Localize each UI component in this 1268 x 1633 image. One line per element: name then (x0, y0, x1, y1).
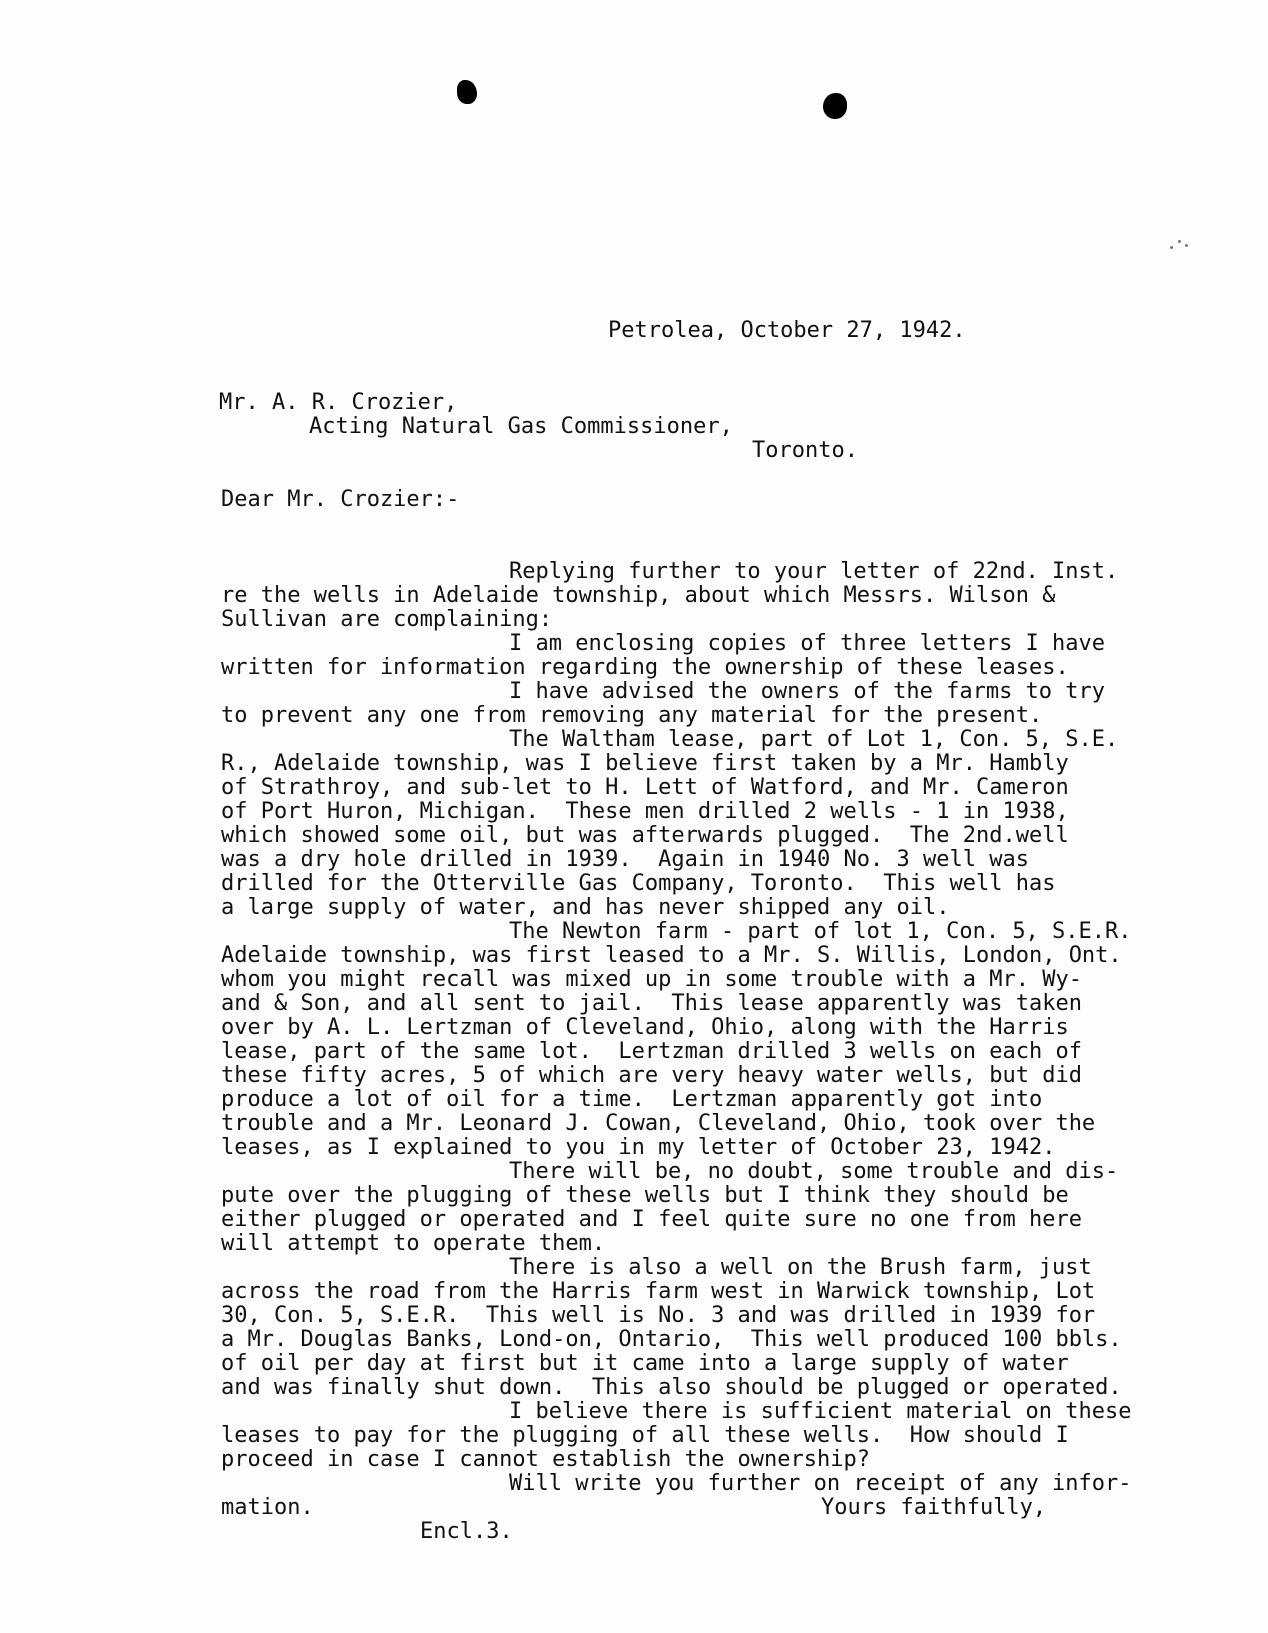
body-line: The Newton farm - part of lot 1, Con. 5, S.E.R. (509, 919, 1132, 944)
body-line: written for information regarding the ownership of these leases. (221, 655, 1069, 680)
body-line: which showed some oil, but was afterwards plugged. The 2nd.well (221, 823, 1069, 848)
body-line: trouble and a Mr. Leonard J. Cowan, Cleveland, Ohio, took over the (221, 1111, 1096, 1136)
body-line: I have advised the owners of the farms to try (509, 679, 1106, 704)
body-line: There is also a well on the Brush farm, just (509, 1255, 1092, 1280)
body-line: Sullivan are complaining: (221, 607, 553, 632)
body-line: a large supply of water, and has never shipped any oil. (221, 895, 950, 920)
date-line: Petrolea, October 27, 1942. (608, 318, 966, 343)
address-city: Toronto. (752, 438, 858, 463)
punch-hole-left (457, 80, 477, 104)
body-line: proceed in case I cannot establish the ownership? (221, 1447, 871, 1472)
closing: Yours faithfully, (821, 1495, 1047, 1520)
body-line: across the road from the Harris farm west in Warwick township, Lot (221, 1279, 1096, 1304)
body-line: and & Son, and all sent to jail. This lease apparently was taken (221, 991, 1082, 1016)
body-line: of oil per day at first but it came into a large supply of water (221, 1351, 1069, 1376)
body-line: I am enclosing copies of three letters I have (509, 631, 1106, 656)
body-line: re the wells in Adelaide township, about which Messrs. Wilson & (221, 583, 1056, 608)
body-line: leases, as I explained to you in my letter of October 23, 1942. (221, 1135, 1056, 1160)
body-line: will attempt to operate them. (221, 1231, 606, 1256)
body-line: lease, part of the same lot. Lertzman drilled 3 wells on each of (221, 1039, 1082, 1064)
body-line: leases to pay for the plugging of all these wells. How should I (221, 1423, 1069, 1448)
body-line: these fifty acres, 5 of which are very heavy water wells, but did (221, 1063, 1082, 1088)
body-line: 30, Con. 5, S.E.R. This well is No. 3 and was drilled in 1939 for (221, 1303, 1096, 1328)
body-line: There will be, no doubt, some trouble and dis- (509, 1159, 1119, 1184)
body-line: Will write you further on receipt of any infor- (509, 1471, 1132, 1496)
speck (1178, 240, 1181, 243)
enclosure: Encl.3. (420, 1519, 513, 1544)
salutation: Dear Mr. Crozier:- (221, 487, 460, 512)
body-line: of Strathroy, and sub-let to H. Lett of Watford, and Mr. Cameron (221, 775, 1069, 800)
body-line: of Port Huron, Michigan. These men drilled 2 wells - 1 in 1938, (221, 799, 1069, 824)
speck (1185, 244, 1188, 247)
body-line: drilled for the Otterville Gas Company, Toronto. This well has (221, 871, 1056, 896)
body-line: to prevent any one from removing any material for the present. (221, 703, 1043, 728)
body-line: a Mr. Douglas Banks, Lond-on, Ontario, This well produced 100 bbls. (221, 1327, 1122, 1352)
body-line: R., Adelaide township, was I believe first taken by a Mr. Hambly (221, 751, 1069, 776)
address-title: Acting Natural Gas Commissioner, (309, 414, 733, 439)
address-name: Mr. A. R. Crozier, (219, 390, 458, 415)
body-line: over by A. L. Lertzman of Cleveland, Ohio, along with the Harris (221, 1015, 1069, 1040)
body-line: Replying further to your letter of 22nd. Inst. (509, 559, 1119, 584)
body-line: The Waltham lease, part of Lot 1, Con. 5, S.E. (509, 727, 1119, 752)
body-line: Adelaide township, was first leased to a Mr. S. Willis, London, Ont. (221, 943, 1122, 968)
body-line: pute over the plugging of these wells but I think they should be (221, 1183, 1069, 1208)
speck (1170, 246, 1173, 249)
body-line: was a dry hole drilled in 1939. Again in 1940 No. 3 well was (221, 847, 1029, 872)
body-line: mation. (221, 1495, 314, 1520)
body-line: whom you might recall was mixed up in some trouble with a Mr. Wy- (221, 967, 1082, 992)
body-line: and was finally shut down. This also should be plugged or operated. (221, 1375, 1122, 1400)
punch-hole-right (823, 93, 847, 119)
body-line: either plugged or operated and I feel quite sure no one from here (221, 1207, 1082, 1232)
body-line: produce a lot of oil for a time. Lertzman apparently got into (221, 1087, 1043, 1112)
body-line: I believe there is sufficient material on these (509, 1399, 1132, 1424)
